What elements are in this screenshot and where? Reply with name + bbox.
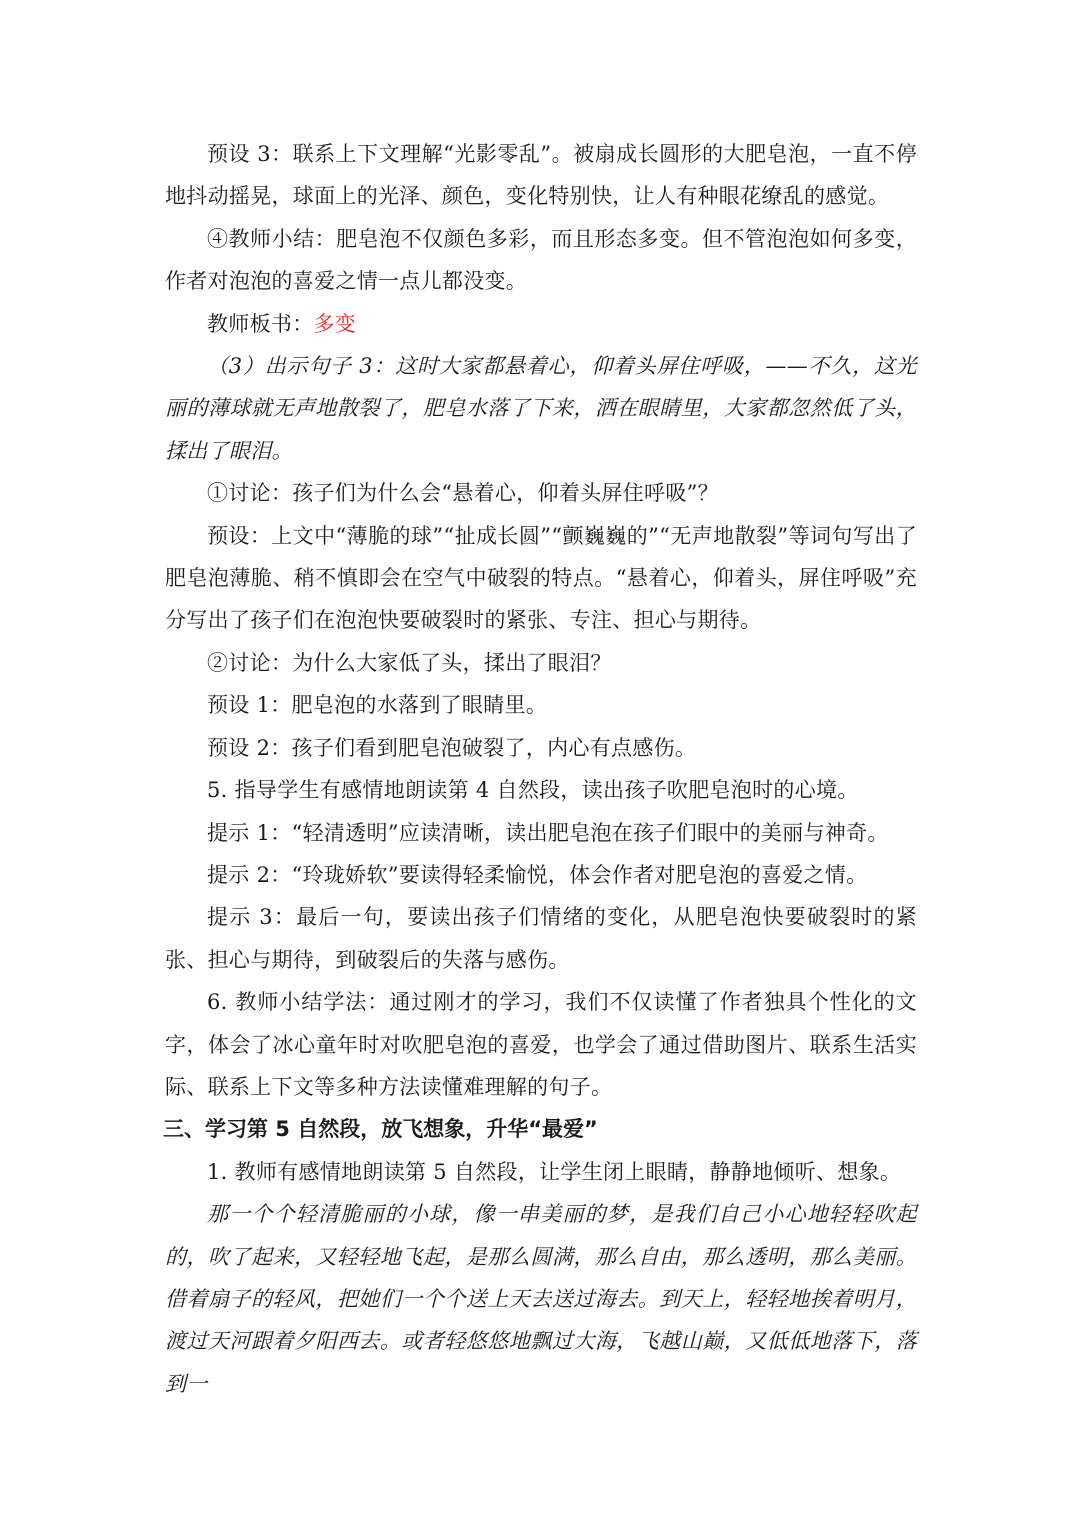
paragraph-sentence-3: （3）出示句子 3：这时大家都悬着心，仰着头屏住呼吸，——不久，这光丽的薄球就无声地散裂了，肥皂水落了下来，洒在眼睛里，大家都忽然低了头，揉出了眼泪。: [165, 354, 917, 463]
paragraph-teacher-summary: ④教师小结：肥皂泡不仅颜色多彩，而且形态多变。但不管泡泡如何多变，作者对泡泡的喜爱之情一点儿都没变。: [165, 226, 917, 294]
document-page: [165, 133, 917, 1405]
paragraph-blackboard: [165, 303, 917, 345]
paragraph-preset-2: 预设 2：孩子们看到肥皂泡破裂了，内心有点感伤。: [207, 735, 697, 760]
paragraph-hint-3: 提示 3：最后一句，要读出孩子们情绪的变化，从肥皂泡快要破裂时的紧张、担心与期待，到破裂后的失落与感伤。: [165, 905, 917, 972]
paragraph-step-1: 1. 教师有感情地朗读第 5 自然段，让学生闭上眼睛，静静地倾听、想象。: [207, 1159, 902, 1184]
paragraph-discussion-2: ②讨论：为什么大家低了头，揉出了眼泪？: [207, 650, 612, 675]
section-heading-3: 三、学习第 5 自然段，放飞想象，升华“最爱”: [163, 1117, 598, 1142]
paragraph-preset-3: 预设 3：联系上下文理解“光影零乱”。被扇成长圆形的大肥皂泡，一直不停地抖动摇晃，球面上的光泽、颜色，变化特别快，让人有种眼花缭乱的感觉。: [165, 142, 917, 209]
paragraph-hint-2: 提示 2：“玲珑娇软”要读得轻柔愉悦，体会作者对肥皂泡的喜爱之情。: [207, 862, 868, 887]
paragraph-excerpt: 那一个个轻清脆丽的小球，像一串美丽的梦，是我们自己小心地轻轻吹起的，吹了起来，又轻轻地飞起，是那么圆满，那么自由，那么透明，那么美丽。借着扇子的轻风，把她们一个个送上天去送过海去。到天上，轻轻地挨着明月，渡过天河跟着夕阳西去。或者轻悠悠地飘过大海，飞越山巅，又低低地落下，落到一: [165, 1202, 917, 1396]
paragraph-preset-1: 预设 1：肥皂泡的水落到了眼睛里。: [207, 693, 548, 718]
blackboard-label: 教师板书：: [207, 311, 314, 336]
paragraph-discussion-1: ①讨论：孩子们为什么会“悬着心，仰着头屏住呼吸”？: [207, 481, 719, 506]
paragraph-step-6: 6. 教师小结学法：通过刚才的学习，我们不仅读懂了作者独具个性化的文字，体会了冰心童年时对吹肥皂泡的喜爱，也学会了通过借助图片、联系生活实际、联系上下文等多种方法读懂难理解的句子。: [165, 990, 917, 1099]
paragraph-step-5: 5. 指导学生有感情地朗读第 4 自然段，读出孩子吹肥皂泡时的心境。: [207, 778, 859, 803]
blackboard-highlight: 多变: [313, 311, 357, 336]
paragraph-hint-1: 提示 1：“轻清透明”应读清晰，读出肥皂泡在孩子们眼中的美丽与神奇。: [207, 820, 889, 845]
paragraph-preset: 预设：上文中“薄脆的球”“扯成长圆”“颤巍巍的”“无声地散裂”等词句写出了肥皂泡薄脆、稍不慎即会在空气中破裂的特点。“悬着心，仰着头，屏住呼吸”充分写出了孩子们在泡泡快要破裂时的紧张、专注、担心与期待。: [165, 523, 917, 633]
